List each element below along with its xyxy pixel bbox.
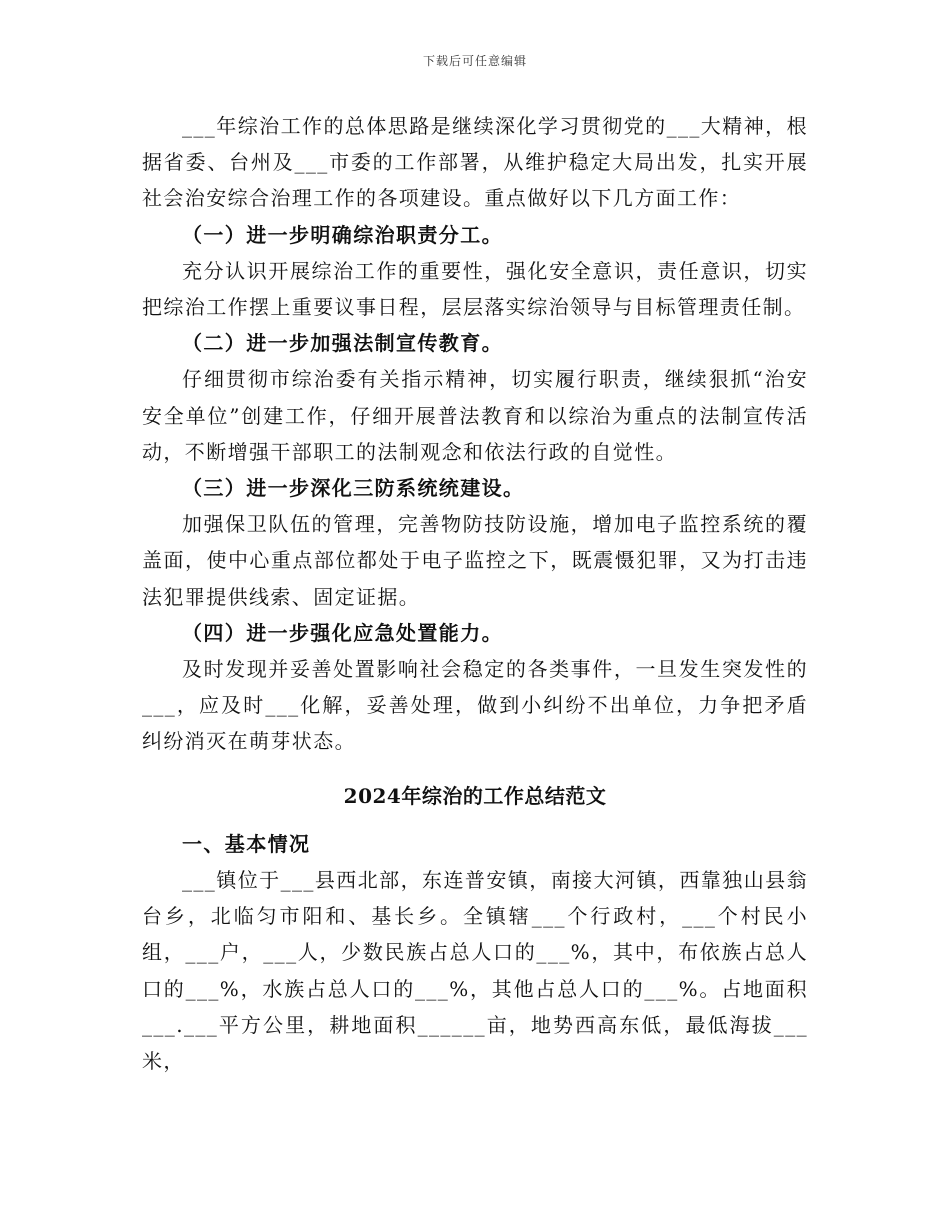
section-heading-4: （四）进一步强化应急处置能力。	[182, 620, 503, 645]
document-body	[142, 108, 808, 1079]
page-header: 下载后可任意编辑	[422, 54, 527, 68]
basic-info-paragraph: ___镇位于___县西北部，东连普安镇，南接大河镇，西靠独山县翁台乡，北临匀市阳和、基长乡。全镇辖___个行政村，___个村民小组，___户，___人，少数民族占总人口的___%，其中，布依族占总人口的___%，水族占总人口的___%，其他占总人口的___%。占地面积___.___平方公里，耕地面积______亩，地势西高东低，最低海拔___米，	[142, 868, 808, 1074]
basic-info-heading: 一、基本情况	[182, 831, 311, 856]
section-heading-3: （三）进一步深化三防系统统建设。	[182, 476, 525, 501]
second-document-title: 2024年综治的工作总结范文	[343, 783, 607, 808]
section-body-2: 仔细贯彻市综治委有关指示精神，切实履行职责，继续狠抓“治安安全单位”创建工作，仔细开展普法教育和以综治为重点的法制宣传活动，不断增强干部职工的法制观念和依法行政的自觉性。	[142, 367, 808, 464]
section-heading-2: （二）进一步加强法制宣传教育。	[182, 331, 503, 356]
section-body-4: 及时发现并妥善处置影响社会稳定的各类事件，一旦发生突发性的___，应及时___化解，妥善处理，做到小纠纷不出单位，力争把矛盾纠纷消灭在萌芽状态。	[142, 657, 808, 754]
section-body-3: 加强保卫队伍的管理，完善物防技防设施，增加电子监控系统的覆盖面，使中心重点部位都处于电子监控之下，既震慑犯罪，又为打击违法犯罪提供线索、固定证据。	[142, 512, 808, 609]
section-heading-1: （一）进一步明确综治职责分工。	[182, 222, 503, 247]
intro-paragraph: ___年综治工作的总体思路是继续深化学习贯彻党的___大精神，根据省委、台州及___市委的工作部署，从维护稳定大局出发，扎实开展社会治安综合治理工作的各项建设。重点做好以下几方面工作：	[142, 114, 808, 211]
section-body-1: 充分认识开展综治工作的重要性，强化安全意识，责任意识，切实把综治工作摆上重要议事日程，层层落实综治领导与目标管理责任制。	[142, 258, 808, 320]
